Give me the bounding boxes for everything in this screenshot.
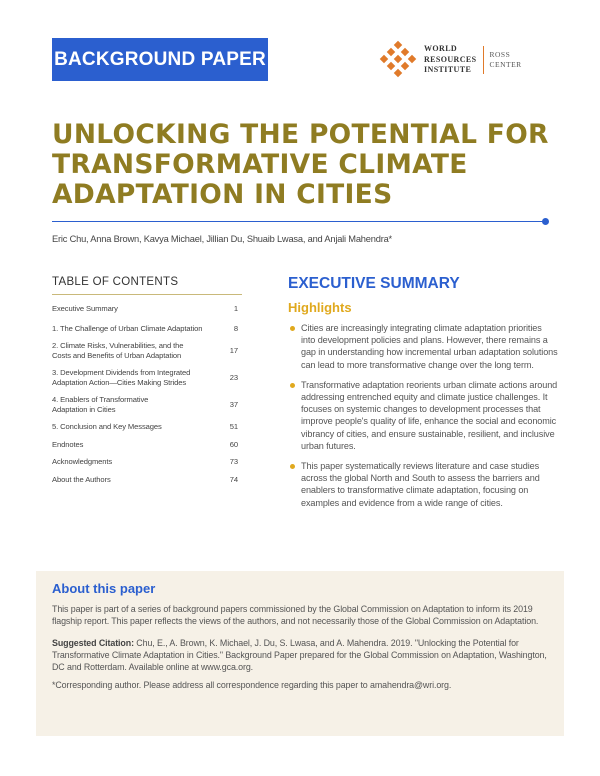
toc-item[interactable]: About the Authors 74 [52, 474, 238, 484]
toc-item[interactable]: 4. Enablers of Transformative Adaptation in Cities 37 [52, 395, 238, 414]
logo-divider [483, 46, 484, 74]
highlights-heading: Highlights [288, 300, 352, 315]
citation-label: Suggested Citation: [52, 638, 134, 648]
toc-item[interactable]: Executive Summary 1 [52, 304, 238, 313]
highlights-list [288, 322, 558, 517]
about-title: About this paper [52, 581, 156, 596]
toc-item[interactable]: 2. Climate Risks, Vulnerabilities, and the Costs and Benefits of Urban Adaptation 17 [52, 341, 238, 360]
toc-item[interactable]: 3. Development Dividends from Integrated Adaptation Action—Cities Making Strides 23 [52, 368, 238, 387]
table-of-contents [52, 304, 238, 484]
title-rule [52, 221, 545, 222]
toc-title: TABLE OF CONTENTS [52, 276, 179, 288]
toc-item[interactable]: Endnotes 60 [52, 439, 238, 449]
corresponding-author-note: *Corresponding author. Please address all correspondence regarding this paper to amahendra@wri.org. [52, 680, 452, 690]
executive-summary-heading: EXECUTIVE SUMMARY [288, 275, 460, 292]
title-rule-dot [542, 218, 549, 225]
wri-logo-icon [378, 40, 418, 80]
document-type-badge: BACKGROUND PAPER [52, 38, 268, 81]
toc-rule [52, 294, 242, 295]
toc-item[interactable]: 5. Conclusion and Key Messages 51 [52, 422, 238, 431]
ross-center-wordmark: ROSS CENTER [489, 49, 522, 69]
highlight-item: This paper systematically reviews literature and case studies across the global North and South to assess the barriers and enablers to transformative climate adaptation, focusing on examples and evidence from a wide range of cities. [288, 460, 558, 509]
document-title: UNLOCKING THE POTENTIAL FOR TRANSFORMATIVE CLIMATE ADAPTATION IN CITIES [52, 119, 549, 210]
wri-wordmark: WORLD RESOURCES INSTITUTE [424, 44, 477, 75]
about-text: This paper is part of a series of background papers commissioned by the Global Commission on Adaptation to inform its 2019 flagship report. This paper reflects the views of the authors, and not necessarily those of the Global Commission on Adaptation. [52, 604, 539, 626]
toc-item[interactable]: Acknowledgments 73 [52, 457, 238, 466]
suggested-citation [52, 637, 548, 673]
highlight-item: Transformative adaptation reorients urban climate actions around addressing entrenched equity and climate justice challenges. It focuses on systemic changes to development processes that improve people's quality of life, enhance the social and economic vibrancy of cities, and ensure sustainable, resilient, and inclusive urban futures. [288, 379, 558, 452]
wri-logo [378, 40, 522, 80]
author-list: Eric Chu, Anna Brown, Kavya Michael, Jillian Du, Shuaib Lwasa, and Anjali Mahendra* [52, 234, 392, 244]
highlight-item: Cities are increasingly integrating climate adaptation priorities into development policies and plans. However, there remains a gap in understanding how incremental urban adaptation solutions can lead to more transformative change over the long term. [288, 322, 558, 371]
citation-text: Chu, E., A. Brown, K. Michael, J. Du, S. Lwasa, and A. Mahendra. 2019. "Unlocking the Potential for Transformative Climate Adaptation in Cities." Background Paper prepared for the Global Commission on Adaptation, Washington, DC and Rotterdam. Available online at www.gca.org. [52, 638, 547, 672]
toc-item[interactable]: 1. The Challenge of Urban Climate Adaptation 8 [52, 323, 238, 333]
about-this-paper-box [36, 571, 564, 736]
